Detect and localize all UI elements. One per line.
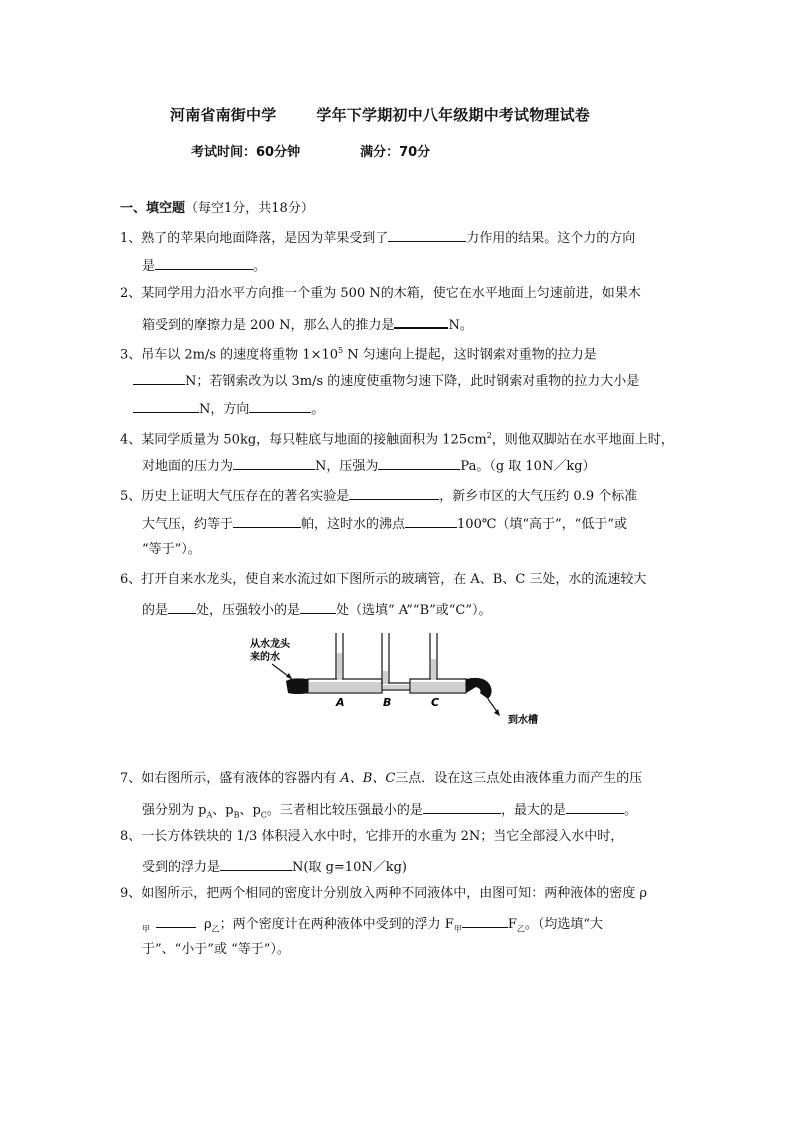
point-b-label: B	[383, 696, 392, 709]
answer-blank[interactable]	[156, 913, 196, 928]
outlet-icon	[466, 678, 492, 699]
question-1-line-2: 是 。	[142, 255, 266, 276]
water-c	[411, 682, 465, 692]
question-8-line-2: 受到的浮力是 N(取 g=10N／kg)	[142, 856, 407, 877]
source-arrowhead	[286, 673, 292, 679]
answer-blank[interactable]	[133, 370, 185, 385]
answer-blank[interactable]	[423, 799, 501, 814]
point-c-label: C	[431, 696, 440, 709]
section-title: 一、填空题	[120, 201, 186, 216]
question-2-line-2: 箱受到的摩擦力是 200 N，那么人的推力是 N。	[142, 313, 473, 335]
answer-blank[interactable]	[233, 513, 301, 528]
exam-time: 考试时间：60分钟	[191, 145, 301, 160]
water-a	[309, 682, 381, 692]
question-3-line-2: N；若钢索改为以 3m/s 的速度使重物匀速下降，此时钢索对重物的拉力大小是	[133, 370, 639, 391]
answer-blank[interactable]	[133, 398, 199, 413]
answer-blank[interactable]	[405, 513, 457, 528]
answer-blank[interactable]	[566, 799, 624, 814]
section-note: （每空1分，共18分）	[185, 201, 314, 216]
faucet-icon	[286, 678, 310, 694]
riser-c-water	[431, 659, 436, 680]
riser-b-water	[383, 671, 388, 684]
question-5-line-1: 5、历史上证明大气压存在的著名实验是 ，新乡市区的大气压约 0.9 个标准	[120, 485, 637, 506]
exam-info	[191, 141, 430, 160]
answer-blank[interactable]	[233, 455, 315, 470]
sink-arrowhead	[494, 709, 500, 716]
question-3-line-1: 3、吊车以 2m/s 的速度将重物 $1\times 10^5$ N 匀速向上提起，这时钢索对重物的拉力是	[120, 346, 597, 363]
answer-blank[interactable]	[388, 227, 466, 242]
title-exam: 学年下学期初中八年级期中考试物理试卷	[316, 106, 591, 124]
question-4-line-2: 对地面的压力为 N，压强为 Pa。（g 取 10N／kg）	[142, 455, 596, 476]
answer-blank[interactable]	[249, 398, 311, 413]
question-5-line-3: “等于”）。	[142, 542, 201, 557]
question-9-line-2: $_甲$ $\rho_乙$；两个密度计在两种液体中受到的浮力 $F_甲$ $F_乙$。（均选填“大	[142, 913, 603, 939]
question-1-line-1: 1、熟了的苹果向地面降落，是因为苹果受到了 力作用的结果。这个力的方向	[120, 227, 635, 248]
answer-blank[interactable]	[155, 255, 253, 270]
answer-blank[interactable]	[378, 455, 460, 470]
question-8-line-1: 8、一长方体铁块的 1/3 体积浸入水中时，它排开的水重为 2N；当它全部浸入水中时，	[120, 829, 624, 844]
answer-blank[interactable]	[349, 485, 439, 500]
question-6-line-1: 6、打开自来水龙头，使自来水流过如下图所示的玻璃管，在 A、B、C 三处，水的流速较大	[120, 572, 647, 587]
answer-blank[interactable]	[394, 313, 448, 329]
answer-blank[interactable]	[220, 856, 292, 871]
question-9-line-1: 9、如图所示，把两个相同的密度计分别放入两种不同液体中，由图可知：两种液体的密度 ρ	[120, 886, 648, 901]
page-title	[170, 104, 590, 125]
answer-blank[interactable]	[300, 599, 336, 614]
tube-figure	[244, 633, 564, 733]
point-a-label: A	[336, 696, 345, 709]
source-label-2: 来的水	[250, 652, 280, 663]
source-label-1: 从水龙头	[250, 639, 290, 650]
tube-diagram	[244, 633, 564, 733]
riser-a-water	[337, 653, 342, 680]
exam-score: 满分：70分	[360, 145, 431, 160]
question-5-line-2: 大气压，约等于 帕，这时水的沸点 100℃（填“高于”，“低于”或	[142, 513, 627, 534]
water-b	[383, 685, 409, 689]
sink-label: 到水槽	[508, 715, 538, 726]
question-6-line-2: 的是 处，压强较小的是 处（选填“ A”“B”或“C”）。	[142, 599, 492, 620]
question-9-line-3: 于”、“小于”或 “等于”）。	[142, 942, 290, 957]
section-heading	[120, 197, 314, 216]
question-7-line-2: 强分别为 $p_A$、$p_B$、$p_C$。三者相比较压强最小的是 ，最大的是 。	[142, 799, 637, 825]
question-7-line-1: 7、如右图所示，盛有液体的容器内有 A、B、C三点．设在这三点处由液体重力而产生的压	[120, 771, 643, 786]
question-2-line-1: 2、某同学用力沿水平方向推一个重为 500 N的木箱，使它在水平地面上匀速前进，如果木	[120, 286, 641, 301]
question-4-line-1: 4、某同学质量为 50kg，每只鞋底与地面的接触面积为 $125cm^2$，则他双脚站在水平地面上时，	[120, 431, 674, 448]
answer-blank[interactable]	[168, 599, 196, 614]
question-3-line-3: N，方向 。	[133, 398, 324, 419]
title-school: 河南省南街中学	[170, 106, 277, 124]
answer-blank[interactable]	[462, 913, 508, 928]
